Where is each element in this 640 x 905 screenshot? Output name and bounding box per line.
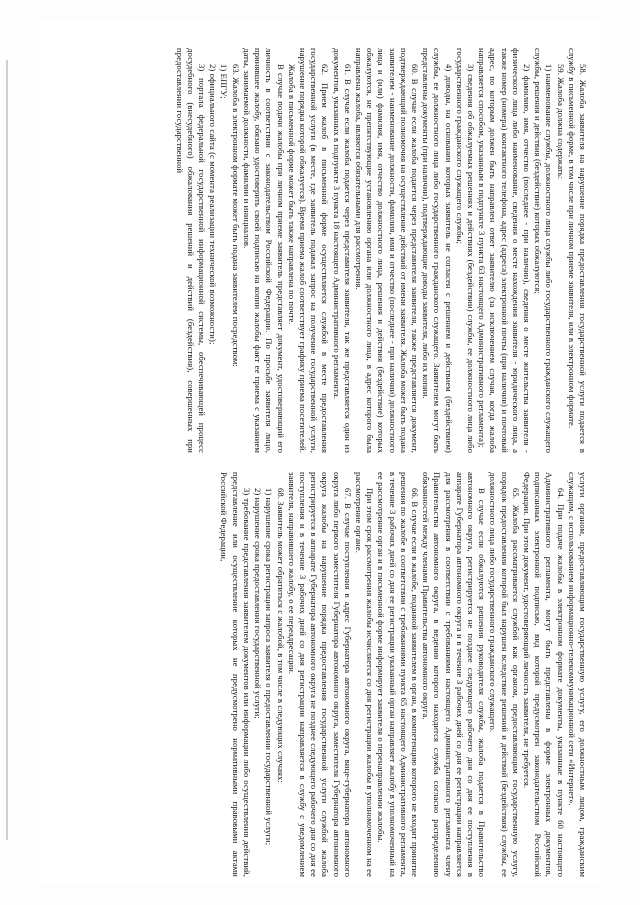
right-text-column xyxy=(52,472,588,877)
left-paragraph: 59. Жалоба должна содержать: xyxy=(555,64,566,180)
left-paragraph: 58. Жалоба заявителя на нарушение порядка предоставления государственной услуги подается в службу в письменной форме, в том числе при личном приеме заявителя, или в электронном формате. xyxy=(566,48,588,453)
left-text-column xyxy=(52,48,588,453)
left-paragraph: 2) фамилию, имя, отчество (последнее - при наличии), сведения о месте жительства заявителя - физического лица либо наименование, сведения о месте нахождения заявителя - юридического лица, а также номер (номера) контактного телефона, адрес (адреса) электронной почты (при наличии) и почтовый адрес, по которым должен быть направлен ответ заявителю (за исключением случая, когда жалоба направляется способом, указанным в подпункте 3 пункта 63 настоящего Административного регламента); xyxy=(477,48,532,453)
left-paragraph: 63. Жалоба в электронном формате может быть подана заявителем посредством: xyxy=(230,64,241,367)
right-paragraph: 65. Жалоба рассматривается службой как органом, предоставляющим государственную услугу, порядок предоставления которой был нарушен вследствие решений и действий (бездействия) службы, ее должностного лица либо государственного гражданского служащего. xyxy=(488,472,521,877)
right-paragraph: услуги органом, предоставляющим государственную услугу, его должностным лицом, гражданским служащим, с использованием информационно-телекоммуникационной сети «Интернет». xyxy=(566,472,588,877)
right-paragraph: 1) нарушение срока регистрации запроса заявителя о предоставлении государственной услуги; xyxy=(264,488,275,846)
right-paragraph: 3) требование представления заявителем документов или информации либо осуществления действий, представление или осуществление которых не предусмотрено нормативными правовыми актами Российской Федерации, xyxy=(219,472,252,877)
right-paragraph: 68. Заявитель может обратиться с жалобой, в том числе в следующих случаях: xyxy=(275,488,286,783)
right-paragraph: 67. В случае поступления в адрес Губернатора автономного округа, вице-губернатора автономного округа либо первого заместителя Губернатора автономного округа, заместителя Губернатора автономного округа жалобы на нарушение порядка предоставления государственной услуги службой жалоба регистрируется в аппарате Губернатора автономного округа не позднее следующего рабочего дня со дня ее поступления и в течение 3 рабочих дней со дня регистрации направляется в службу с уведомлением заявителя, направившего жалобу, о ее переадресации. xyxy=(286,472,353,877)
left-paragraph: В случае подачи жалобы при личном приеме заявитель представляет документ, удостоверяющий его личность в соответствии с законодательством Российской Федерации. По просьбе заявителя лицо, принявшее жалобу, обязано удостоверить своей подписью на копии жалобы факт ее приема с указанием даты, занимаемой должности, фамилии и инициалов. xyxy=(241,48,286,453)
left-margin-shadow xyxy=(6,60,8,840)
left-paragraph: 1) наименование службы, должностного лица службы либо государственного гражданского служащего службы, решения и действия (бездействие) которых обжалуются; xyxy=(533,48,555,453)
left-paragraph: 60. В случае если жалоба подается через представителя заявителя, также представляется документ, подтверждающий полномочия на осуществление действий от имени заявителя. Жалоба может быть подана заявителем - наименование должности, фамилия, имя и отчество (последнее - при наличии) должностного лица и (или) фамилия, имя, отчество должностного лица, решения и действия (бездействие) которых обжалуются, не препятствующие установлению органа или должностного лица, в адрес которого была направлена жалоба, являются обязательными для рассмотрения. xyxy=(353,48,420,453)
right-paragraph: 66. В случае если в жалобе, поданной заявителем в орган, в компетенцию которого не входит принятие решения по жалобе в соответствии с требованиями пункта 65 настоящего Административного регламента, в течение 3 рабочих дней со дня ее регистрации указанный орган направляет жалобу в уполномоченный на ее рассмотрение орган и в письменной форме информирует заявителя о перенаправлении жалобы. xyxy=(376,472,420,877)
rotated-document-sheet xyxy=(40,20,600,885)
right-paragraph: При этом срок рассмотрения жалобы исчисляется со дня регистрации жалобы в уполномоченном на ее рассмотрение органе. xyxy=(353,472,376,877)
left-paragraph: 62. Прием жалоб в письменной форме осуществляется службой в месте предоставления государственной услуги (в месте, где заявитель подавал запрос на получение государственной услуги, нарушение порядка которой обжалуется). Время приема жалоб соответствует графику приема посетителей. xyxy=(297,48,331,453)
right-paragraph: В случае если обжалуются решения руководителя службы, жалоба подается в Правительство автономного округа, регистрируется не позднее следующего рабочего дня со дня ее поступления в аппарате Губернатора автономного округа и в течение 3 рабочих дней со дня ее регистрации направляется для рассмотрения в соответствии с требованиями настоящего Административного регламента члену Правительства автономного округа, в ведении которого находится служба согласно распределению обязанностей между членами Правительства автономного округа. xyxy=(421,472,488,877)
right-paragraph: 64. При подаче жалобы в электронном формате документы, указанные в пункте 60 настоящего Административного регламента, могут быть представлены в форме электронных документов, подписанных электронной подписью, вид которой предусмотрен законодательством Российской Федерации. При этом документ, удостоверяющий личность заявителя, не требуется. xyxy=(521,472,566,877)
right-paragraph: 2) нарушение срока предоставления государственной услуги; xyxy=(253,488,264,719)
left-paragraph: Жалоба в письменной форме может быть также направлена по почте. xyxy=(286,64,297,325)
left-paragraph: 2) официального сайта (с момента реализации технической возможности); xyxy=(208,64,219,345)
left-paragraph: 1) ЕПГУ; xyxy=(219,64,230,99)
left-paragraph: 61. В случае если жалоба подается через представителя заявителя, так же представляется один из документов, указанных в подпункте 3 пункта 18 настоящего Административного регламента. xyxy=(331,48,353,453)
left-paragraph: 3) портала федеральной государственной информационной системы, обеспечивающей процесс досудебного (внесудебного) обжалования решений и действий (бездействия), совершенных при предоставлении государственной xyxy=(174,48,208,453)
left-paragraph: 3) сведения об обжалуемых решениях и действиях (бездействии) службы, ее должностного лица либо государственного гражданского служащего службы; xyxy=(454,48,476,453)
left-paragraph: 4) доводы, на основании которых заявитель не согласен с решением и действием (бездействием) службы, ее должностного лица либо государственного гражданского служащего. Заявителем могут быть представлены документы (при наличии), подтверждающие доводы заявителя, либо их копии. xyxy=(421,48,454,453)
